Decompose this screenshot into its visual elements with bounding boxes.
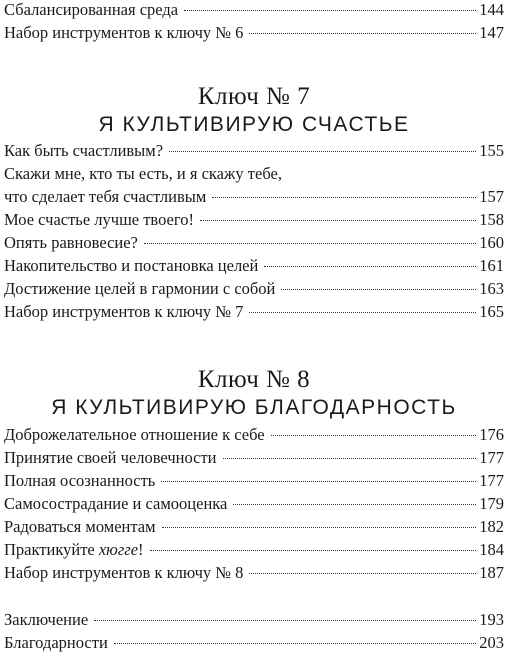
toc-entry-page: 163 xyxy=(479,279,504,298)
toc-entry[interactable] xyxy=(4,608,504,631)
toc-entry-title: что сделает тебя счастливым xyxy=(4,187,207,206)
toc-entry-page: 165 xyxy=(479,302,504,321)
toc-entry-page: 161 xyxy=(479,256,504,275)
key8-heading-block xyxy=(4,365,504,421)
toc-entry[interactable] xyxy=(4,277,504,300)
toc-entry-page: 184 xyxy=(479,540,504,559)
toc-entry-title-prefix: Практикуйте xyxy=(4,540,99,559)
toc-entry-title: Доброжелательное отношение к себе xyxy=(4,425,265,444)
toc-entry-title-line1: Скажи мне, кто ты есть, и я скажу тебе, xyxy=(4,164,282,183)
toc-entry-page: 203 xyxy=(479,633,504,652)
dot-leader xyxy=(114,643,476,644)
toc-entry[interactable] xyxy=(4,0,504,21)
dot-leader xyxy=(281,289,476,290)
toc-entry-title: Как быть счастливым? xyxy=(4,141,164,160)
toc-entry-page: 155 xyxy=(479,141,504,160)
toc-entry-title-suffix: ! xyxy=(138,540,144,559)
dot-leader xyxy=(94,620,476,621)
toc-entry-title: Набор инструментов к ключу № 7 xyxy=(4,302,244,321)
toc-entry-title: Благодарности xyxy=(4,633,108,652)
toc-entry-page: 177 xyxy=(479,471,504,490)
chapter-title: Я КУЛЬТИВИРУЮ СЧАСТЬЕ xyxy=(98,113,410,136)
toc-entry[interactable] xyxy=(4,561,504,584)
toc-entry[interactable] xyxy=(4,538,504,561)
dot-leader xyxy=(144,243,476,244)
toc-entry-page: 147 xyxy=(479,23,504,42)
toc-entry-page: 160 xyxy=(479,233,504,252)
dot-leader xyxy=(200,220,476,221)
dot-leader xyxy=(264,266,476,267)
toc-entry-title xyxy=(4,538,144,561)
toc-entry-page: 177 xyxy=(479,448,504,467)
dot-leader xyxy=(169,151,476,152)
toc-entry-title: Набор инструментов к ключу № 6 xyxy=(4,23,244,42)
toc-entry-page: 187 xyxy=(479,563,504,582)
key7-entries xyxy=(4,139,504,323)
toc-entry-title: Полная осознанность xyxy=(4,471,156,490)
toc-entry[interactable] xyxy=(4,631,504,654)
key7-heading-block xyxy=(4,82,504,138)
dot-leader xyxy=(212,197,476,198)
toc-entry-title: Достижение целей в гармонии с собой xyxy=(4,279,276,298)
chapter-title: Я КУЛЬТИВИРУЮ БЛАГОДАРНОСТЬ xyxy=(51,396,457,419)
toc-entry[interactable] xyxy=(4,139,504,162)
dot-leader xyxy=(162,527,477,528)
toc-entry-page: 176 xyxy=(479,425,504,444)
dot-leader xyxy=(233,504,476,505)
dot-leader xyxy=(223,458,477,459)
toc-entry-title: Заключение xyxy=(4,610,89,629)
toc-closing-group xyxy=(4,608,504,654)
toc-entry[interactable] xyxy=(4,446,504,469)
toc-entry[interactable] xyxy=(4,492,504,515)
dot-leader xyxy=(271,435,477,436)
key-number-heading: Ключ № 7 xyxy=(197,83,311,110)
toc-entry[interactable] xyxy=(4,231,504,254)
toc-entry[interactable] xyxy=(4,208,504,231)
toc-entry-page: 179 xyxy=(479,494,504,513)
toc-top-group xyxy=(4,0,504,44)
toc-entry-title-italic: хюгге xyxy=(98,540,139,559)
toc-entry-first-line[interactable] xyxy=(4,162,504,185)
toc-entry[interactable] xyxy=(4,515,504,538)
dot-leader xyxy=(249,312,476,313)
toc-entry-page: 182 xyxy=(479,517,504,536)
toc-entry-page: 144 xyxy=(479,0,504,19)
dot-leader xyxy=(161,481,476,482)
toc-entry[interactable] xyxy=(4,21,504,44)
toc-entry-title: Накопительство и постановка целей xyxy=(4,256,259,275)
toc-entry[interactable] xyxy=(4,185,504,208)
dot-leader xyxy=(249,33,476,34)
toc-entry-title: Мое счастье лучше твоего! xyxy=(4,210,194,229)
toc-entry-title: Самосострадание и самооценка xyxy=(4,494,228,513)
toc-entry-page: 157 xyxy=(479,187,504,206)
toc-entry-title: Сбалансированная среда xyxy=(4,0,179,19)
toc-entry-title: Набор инструментов к ключу № 8 xyxy=(4,563,244,582)
toc-entry[interactable] xyxy=(4,300,504,323)
toc-entry-title: Опять равновесие? xyxy=(4,233,138,252)
toc-entry[interactable] xyxy=(4,469,504,492)
toc-entry-title: Радоваться моментам xyxy=(4,517,156,536)
key8-entries xyxy=(4,423,504,584)
key-number-heading: Ключ № 8 xyxy=(197,366,311,393)
toc-entry-page: 193 xyxy=(479,610,504,629)
toc-entry-title: Принятие своей человечности xyxy=(4,448,217,467)
toc-entry[interactable] xyxy=(4,423,504,446)
toc-entry-page: 158 xyxy=(479,210,504,229)
dot-leader xyxy=(184,10,476,11)
dot-leader xyxy=(150,550,477,551)
toc-entry[interactable] xyxy=(4,254,504,277)
dot-leader xyxy=(249,573,476,574)
